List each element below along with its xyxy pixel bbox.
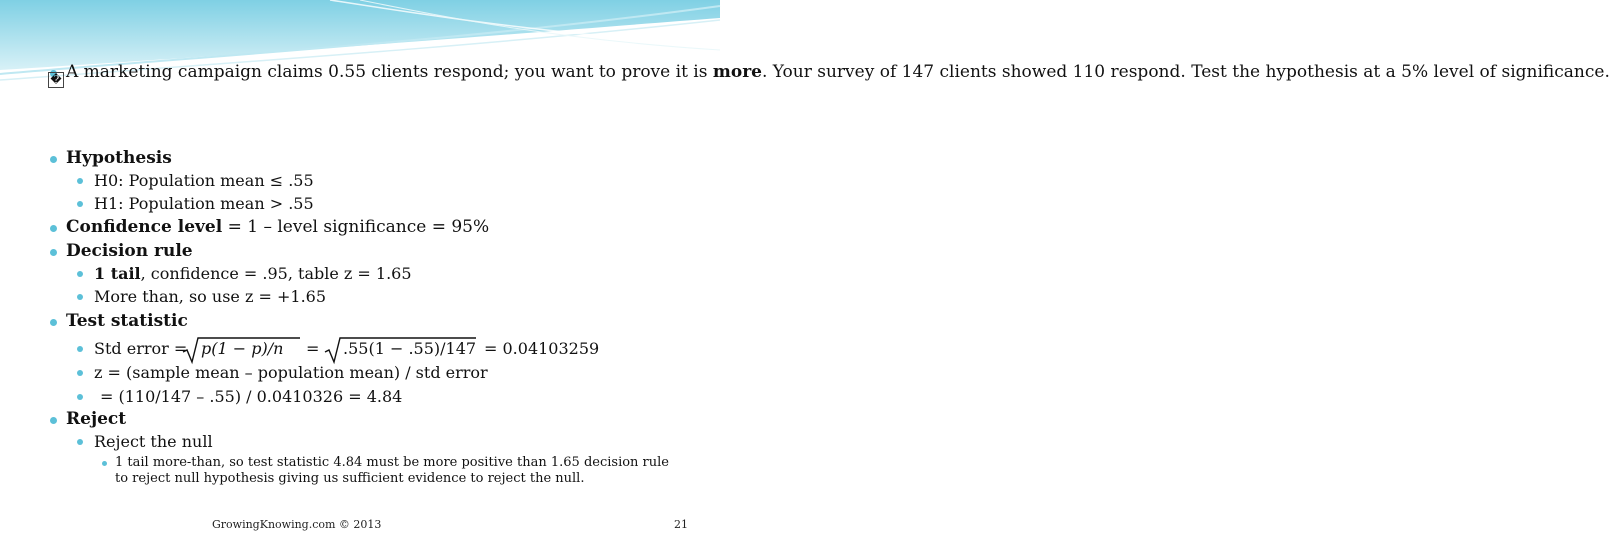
equals-sign: = (306, 339, 320, 358)
std-error-row (44, 337, 684, 365)
reject-detail-text: 1 tail more-than, so test statistic 4.84 must be more positive than 1.65 decision rule to reject null hypothesis giving us sufficient evidence to reject the null. (115, 455, 669, 486)
reject-sub-text: Reject the null (94, 432, 213, 451)
bullet-icon (77, 201, 83, 207)
question-text: A marketing campaign claims 0.55 clients respond; you want to prove it is more. Your survey of 147 clients showed 110 respond. Test the hypothesis at a 5% level of significance. (66, 62, 1610, 82)
bullet-icon (50, 225, 57, 232)
bullet-icon (50, 417, 57, 424)
reject-heading: Reject (66, 409, 127, 429)
z-calc-text: = (110/147 – .55) / 0.0410326 = 4.84 (100, 387, 403, 406)
bullet-icon (77, 294, 83, 300)
std-error-formula-numeric: .55(1 − .55)/147 (324, 337, 476, 363)
bullet-icon (77, 271, 83, 277)
tail-bold: 1 tail (94, 264, 141, 283)
decision-heading: Decision rule (66, 241, 193, 261)
more-text: More than, so use z = +1.65 (94, 287, 327, 306)
test-heading: Test statistic (66, 311, 188, 331)
bullet-icon (50, 319, 57, 326)
bullet-icon (102, 461, 107, 466)
h0-text: H0: Population mean ≤ .55 (94, 171, 314, 190)
bullet-icon (50, 156, 57, 163)
bullet-icon (77, 370, 83, 376)
std-error-label: Std error = (94, 339, 188, 358)
bullet-icon (77, 394, 83, 400)
footer-credit: GrowingKnowing.com © 2013 (212, 518, 382, 531)
h1-text: H1: Population mean > .55 (94, 194, 314, 213)
std-error-result: = 0.04103259 (484, 339, 600, 358)
hypothesis-heading: Hypothesis (66, 148, 172, 168)
missing-glyph-icon: � (48, 72, 64, 88)
confidence-text: = 1 – level significance = 95% (222, 217, 490, 237)
bullet-icon (77, 178, 83, 184)
page-number: 21 (674, 518, 688, 531)
std-error-formula-symbolic: p(1 − p)/n (182, 337, 300, 363)
z-def-text: z = (sample mean – population mean) / std error (94, 363, 488, 382)
bullet-icon (77, 439, 83, 445)
bullet-icon (50, 249, 57, 256)
bullet-icon (77, 346, 83, 352)
confidence-heading: Confidence level (66, 217, 223, 237)
tail-text: , confidence = .95, table z = 1.65 (140, 264, 412, 283)
